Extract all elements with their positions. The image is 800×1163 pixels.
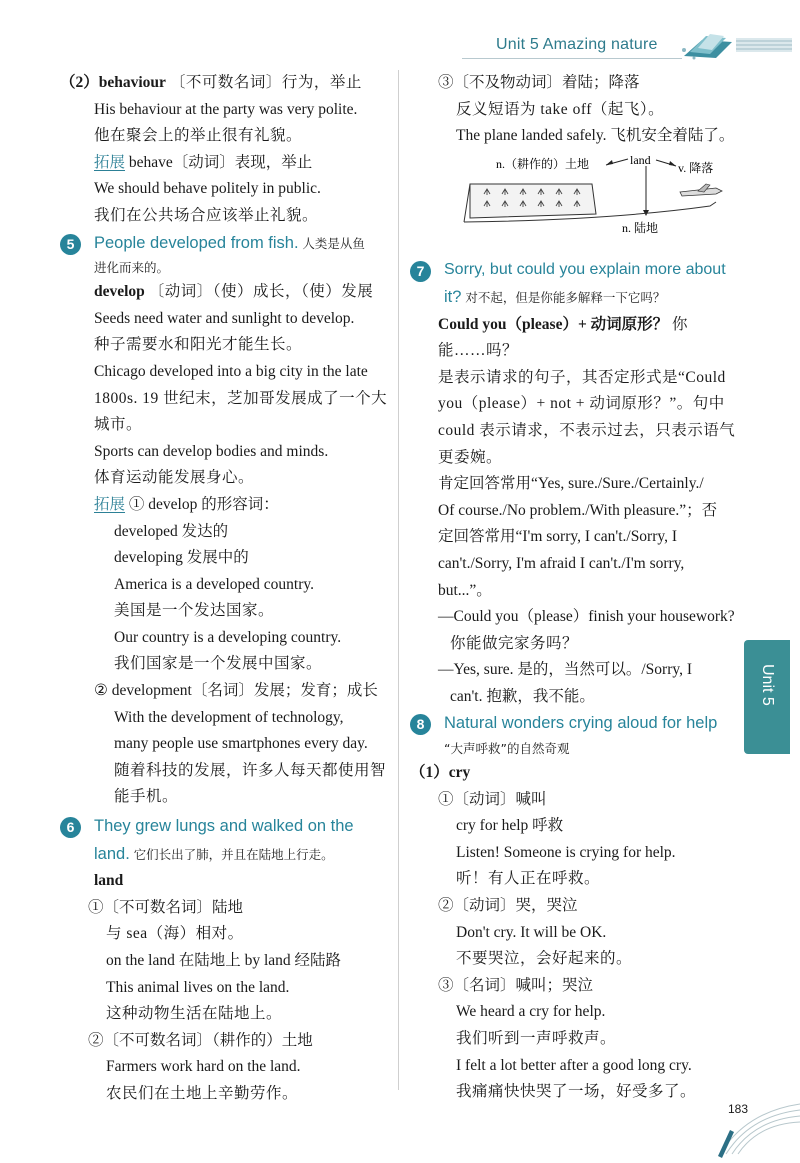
section-8-heading: 8 Natural wonders crying aloud for help “大声呼救”的自然奇观 [410, 710, 732, 760]
section-6-heading: 6 They grew lungs and walked on the land. 它们长出了肺，并且在陆地上行走。 [60, 813, 390, 868]
section-number-badge: 7 [410, 261, 431, 282]
extension-label: 拓展 [94, 495, 126, 513]
example-translation: 我们在公共场合应该举止礼貌。 [94, 206, 319, 224]
diagram-label-land: land [630, 153, 651, 167]
left-column: （2）behaviour 〔不可数名词〕行为，举止 His behaviour at the party was very polite. 他在聚会上的举止很有礼貌。 拓展 behave〔动词〕表现，举止 We should behave politely in public. 我们在公共场合应该举止礼貌。 5 People developed from fish. 人类是从鱼 进化而来的。 develop 〔动词〕（使）成长，（使）发展 Seeds need water and sunlight to develop. 种子需要水和阳光才能生长。 Chicago developed into a big city in the late 1800s. 19 世纪末，芝加哥发展成了一个大 城市。 Sports can develop bodies and minds. 体育运动能发展身心。 拓展 ① develop 的形容词： developed 发达的 developing 发展中的 America is a developed country. 美国是一个发达国家。 Our country is a developing country. 我们国家是一个发展中国家。 ② development〔名词〕发展；发育；成长 With the development of technology, many people use smartphones every day. 随着科技的发展，许多人每天都使用智 能手机。 6 They grew lungs and walked on the land. 它们长出了肺，并且在陆地上行走。 land ①〔不可数名词〕陆地 与 sea（海）相对。 on the land 在陆地上 by land 经陆路 This animal lives on the land. 这种动物生活在陆地上。 ②〔不可数名词〕（耕作的）土地 Farmers work hard on the land. 农民们在土地上辛勤劳作。 [60, 70, 390, 1108]
header-rule [462, 58, 682, 59]
headword: land [94, 872, 124, 890]
example-sentence: His behaviour at the party was very polite. [94, 100, 358, 118]
diagram-label-descend: v. 降落 [678, 160, 714, 175]
column-divider [398, 70, 399, 1090]
example-translation: 他在聚会上的举止很有礼貌。 [94, 127, 303, 145]
example-sentence: We should behave politely in public. [94, 180, 321, 198]
section-number-badge: 8 [410, 714, 431, 735]
diagram-label-farmland: n.（耕作的）土地 [496, 156, 590, 171]
section-5-heading: 5 People developed from fish. 人类是从鱼 [60, 230, 390, 258]
unit-side-tab: Unit 5 [744, 640, 790, 754]
airplane-icon [680, 184, 722, 196]
book-stack-icon [676, 26, 794, 66]
section-7-heading: 7 Sorry, but could you explain more about it? 对不起，但是你能多解释一下它吗？ [410, 257, 732, 311]
text-line: （2）behaviour 〔不可数名词〕行为，举止 [60, 74, 362, 91]
right-column: ③〔不及物动词〕着陆；降落 反义短语为 take off（起飞）。 The plane landed safely. 飞机安全着陆了。 n.（耕作的）土地 land v. 降落 n. 陆地 7 Sorry, but could you explain more about it? 对不起，但是你能多解释一下它吗？ Could you（please）+ 动词原形？ 你 能……吗？ 是表示请求的句子，其否定形式是“Could you（please）+ not + 动词原形？”。句中 could 表示请求，不表示过去，只表示语气 更委婉。 肯定回答常用“Yes, sure./Sure./Certainly./ Of course./No problem./With pleasure.”；否 定回答常用“I'm sorry, I can't./Sorry, I can't./Sorry, I'm afraid I can't./I'm sorry, but...”。 —Could you（please）finish your housework? 你能做完家务吗？ —Yes, sure. 是的，当然可以。/Sorry, I can't. 抱歉，我不能。 8 Natural wonders crying aloud for help “大声呼救”的自然奇观 （1）cry ①〔动词〕喊叫 cry for help 呼救 Listen! Someone is crying for help. 听！有人正在呼救。 ②〔动词〕哭，哭泣 Don't cry. It will be OK. 不要哭泣，会好起来的。 ③〔名词〕喊叫；哭泣 We heard a cry for help. 我们听到一声呼救声。 I felt a lot better after a good long cry. 我痛痛快快哭了一场，好受多了。 [410, 74, 736, 1101]
section-number-badge: 5 [60, 234, 81, 255]
page-number: 183 [728, 1102, 749, 1116]
headword: develop [94, 283, 145, 301]
diagram-label-land-ground: n. 陆地 [622, 220, 659, 235]
unit-header-title: Unit 5 Amazing nature [496, 36, 658, 53]
land-meaning-diagram [410, 154, 732, 240]
sentence-pattern: Could you（please）+ 动词原形？ [438, 315, 669, 333]
headword: （1）cry [410, 764, 471, 782]
extension-label: 拓展 [94, 153, 126, 171]
section-number-badge: 6 [60, 817, 81, 838]
